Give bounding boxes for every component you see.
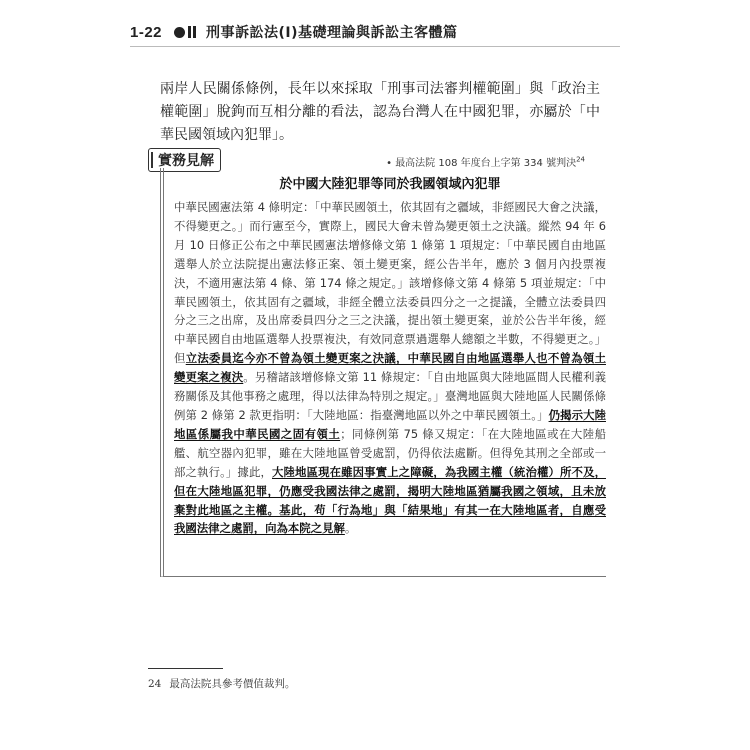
footnote: [148, 676, 295, 691]
case-title: 於中國大陸犯罪等同於我國領域內犯罪: [279, 177, 501, 192]
intro-text: 兩岸人民關係條例，長年以來採取「刑事司法審判權範圍」與「政治主權範圍」脫鉤而互相分離的看法，認為台灣人在中國犯罪，亦屬於「中華民國領域內犯罪」。: [160, 81, 600, 143]
footnote-divider: [148, 668, 223, 669]
page-header: [130, 22, 620, 42]
case-highlight: 立法委員迄今亦不曾為領土變更案之決議，中華民國自由地區選舉人也不曾為領土變更案之複決: [174, 351, 606, 385]
case-text: ；同條例第 75 條又規定：「在大陸地區或在大陸船艦、航空器內犯罪，雖在大陸地區曾受處罰，仍得依法處斷。但得免其刑之全部或一部之執行。」據此，: [174, 426, 606, 479]
case-text: 中華民國憲法第 4 條明定：「中華民國領土，依其固有之疆域，非經國民大會之決議，不得變更之。」而行憲至今，實際上，國民大會未曾為變更領土之決議。縱然 94 年 6 月 10 日修正公布之中華民國憲法增修條文第 1 條第 1 項規定：「中華民國自由地區選舉人於立法院提出憲法修正案、領土變更案，經公告半年，應於 3 個月內投票複決，不適用憲法第 4 條、第 174 條之規定。」該增修條文第 4 條第 5 項並規定：「中華民國領土，依其固有之疆域，非經全體立法委員四分之一之提議，全體立法委員四分之三之出席，及出席委員四分之三之決議，提出領土變更案，並於公告半年後，經中華民國自由地區選舉人投票複決，有效同意票過選舉人總額之半數，不得變更之。」但: [174, 200, 606, 366]
page-number: 1-22: [130, 23, 163, 41]
case-citation: [386, 154, 585, 169]
case-text: 。: [344, 521, 357, 536]
citation-bullet-icon: •: [386, 158, 396, 169]
case-box: [160, 168, 606, 577]
citation-text: 最高法院 108 年度台上字第 334 號判決: [395, 158, 577, 169]
case-body: [174, 198, 606, 538]
chapter-mark-icon: [174, 26, 198, 38]
case-highlight: 仍揭示大陸地區係屬我中華民國之固有領土: [174, 407, 606, 441]
footnote-number: 24: [148, 678, 162, 690]
practice-tag: 實務見解: [148, 148, 221, 172]
book-title: 刑事訴訟法(Ⅰ)基礎理論與訴訟主客體篇: [206, 25, 458, 41]
case-text: 。另稽諸該增修條文第 11 條規定：「自由地區與大陸地區間人民權利義務關係及其他事務之處理，得以法律為特別之規定。」臺灣地區與大陸地區人民關係條例第 2 條第 2 款更指明：「大陸地區：指臺灣地區以外之中華民國領土。」: [174, 370, 606, 422]
intro-paragraph: [160, 78, 600, 147]
footnote-text: 最高法院具參考價值裁判。: [169, 678, 296, 690]
header-divider: [130, 46, 620, 47]
case-highlight: 大陸地區現在雖因事實上之障礙，為我國主權（統治權）所不及，但在大陸地區犯罪，仍應受我國法律之處罰，揭明大陸地區猶屬我國之領域，且未放棄對此地區之主權。基此，苟「行為地」與「結果地」有其一在大陸地區者，自應受我國法律之處罰，向為本院之見解: [174, 464, 606, 536]
citation-footnote-ref: 24: [576, 155, 585, 164]
